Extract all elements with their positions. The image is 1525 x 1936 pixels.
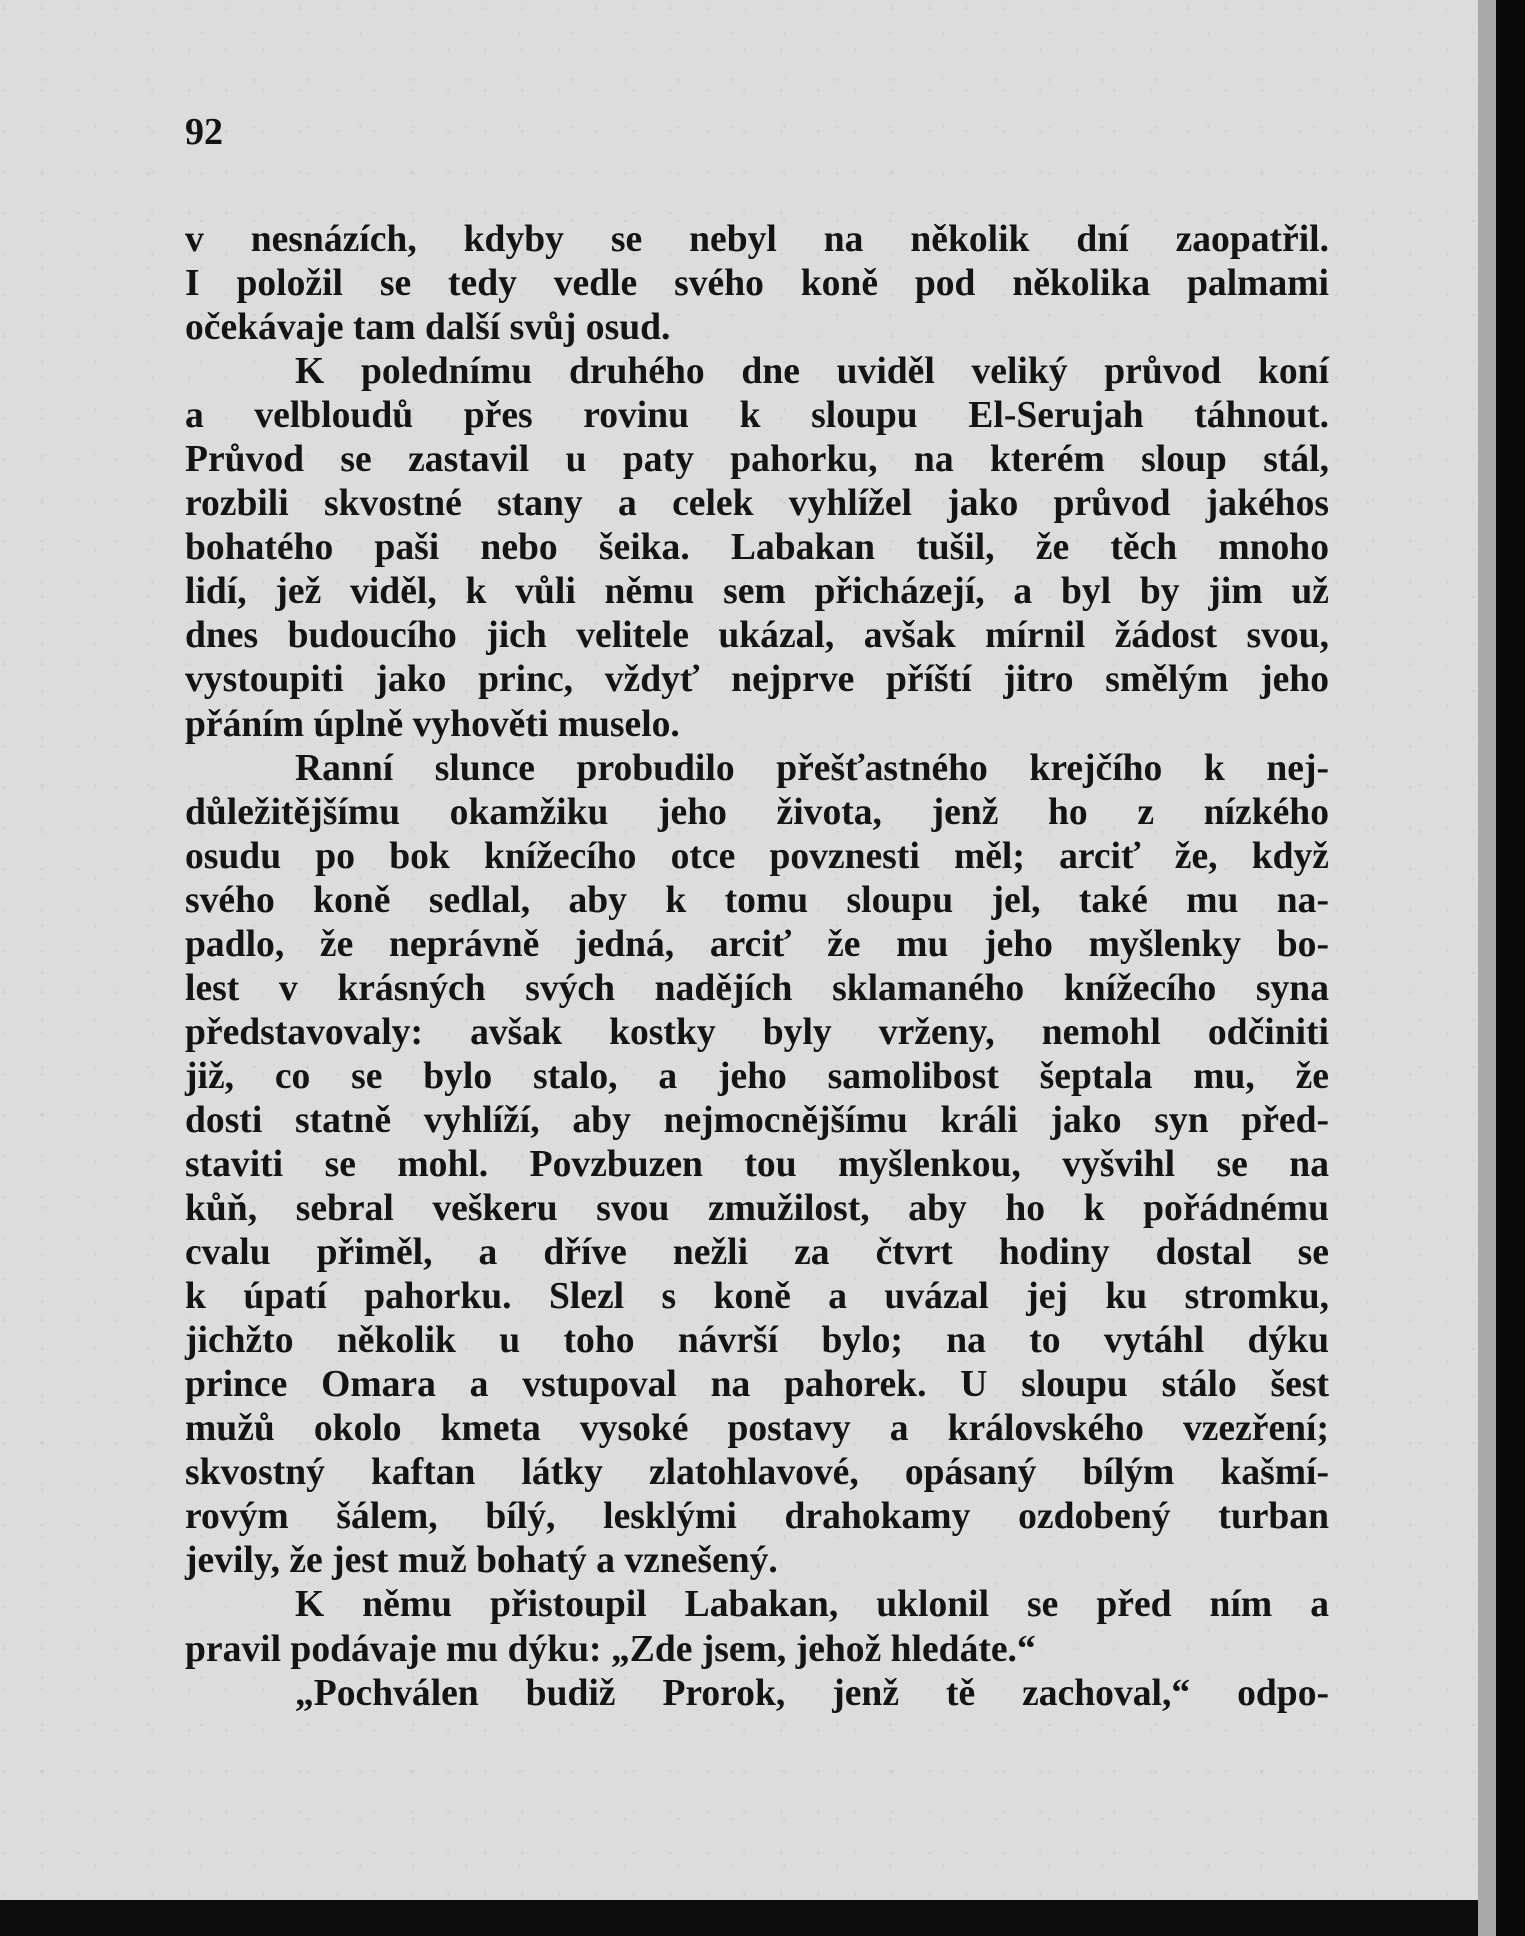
text-line: k úpatí pahorku. Slezl s koně a uvázal jej ku stromku, xyxy=(185,1276,1329,1318)
text-line: padlo, že neprávně jedná, arciť že mu jeho myšlenky bo- xyxy=(185,923,1329,965)
text-line: pravil podávaje mu dýku: „Zde jsem, jehož hledáte.“ xyxy=(185,1628,1036,1670)
text-line: „Pochválen budiž Prorok, jenž tě zachoval,“ odpo- xyxy=(295,1672,1329,1714)
text-line: skvostný kaftan látky zlatohlavové, opásaný bílým kašmí- xyxy=(185,1452,1329,1494)
text-line: očekávaje tam další svůj osud. xyxy=(185,307,671,349)
scan-border xyxy=(1496,0,1525,1936)
text-line: dnes budoucího jich velitele ukázal, avšak mírnil žádost svou, xyxy=(185,615,1329,657)
text-line: osudu po bok knížecího otce povznesti měl; arciť že, když xyxy=(185,835,1329,877)
text-line: lest v krásných svých nadějích sklamaného knížecího syna xyxy=(185,967,1329,1009)
text-line: K polednímu druhého dne uviděl veliký průvod koní xyxy=(295,351,1329,393)
text-line: staviti se mohl. Povzbuzen tou myšlenkou, vyšvihl se na xyxy=(185,1143,1329,1185)
text-line: důležitějšímu okamžiku jeho života, jenž ho z nízkého xyxy=(185,791,1329,833)
page-edge xyxy=(1478,0,1496,1936)
text-line: vystoupiti jako princ, vždyť nejprve příští jitro smělým jeho xyxy=(185,659,1329,701)
text-line: přáním úplně vyhověti muselo. xyxy=(185,703,680,745)
text-line: jichžto několik u toho návrší bylo; na to vytáhl dýku xyxy=(185,1320,1329,1362)
text-line: Ranní slunce probudilo přešťastného krejčího k nej- xyxy=(295,747,1329,789)
text-line: a velbloudů přes rovinu k sloupu El-Serujah táhnout. xyxy=(185,395,1329,437)
text-line: bohatého paši nebo šeika. Labakan tušil, že těch mnoho xyxy=(185,527,1329,569)
text-line: již, co se bylo stalo, a jeho samolibost šeptala mu, že xyxy=(185,1055,1329,1097)
text-line: K němu přistoupil Labakan, uklonil se před ním a xyxy=(295,1584,1329,1626)
text-line: prince Omara a vstupoval na pahorek. U sloupu stálo šest xyxy=(185,1364,1329,1406)
text-line: v nesnázích, kdyby se nebyl na několik dní zaopatřil. xyxy=(185,219,1329,260)
page-number: 92 xyxy=(185,111,223,153)
text-line: svého koně sedlal, aby k tomu sloupu jel, také mu na- xyxy=(185,879,1329,921)
text-line: rozbili skvostné stany a celek vyhlížel jako průvod jakéhos xyxy=(185,483,1329,525)
text-line: I položil se tedy vedle svého koně pod několika palmami xyxy=(185,263,1329,305)
text-line: dosti statně vyhlíží, aby nejmocnějšímu králi jako syn před- xyxy=(185,1099,1329,1141)
text-line: rovým šálem, bílý, lesklými drahokamy ozdobený turban xyxy=(185,1496,1329,1538)
text-line: lidí, jež viděl, k vůli němu sem přicházejí, a byl by jim už xyxy=(185,571,1329,613)
text-line: cvalu přiměl, a dříve nežli za čtvrt hodiny dostal se xyxy=(185,1232,1329,1274)
text-line: jevily, že jest muž bohatý a vznešený. xyxy=(185,1540,778,1582)
text-line: kůň, sebral veškeru svou zmužilost, aby ho k pořádnému xyxy=(185,1188,1329,1230)
text-line: Průvod se zastavil u paty pahorku, na kterém sloup stál, xyxy=(185,439,1329,481)
body-text xyxy=(185,218,1329,1716)
text-line: mužů okolo kmeta vysoké postavy a královského vzezření; xyxy=(185,1408,1329,1450)
text-line: představovaly: avšak kostky byly vrženy, nemohl odčiniti xyxy=(185,1011,1329,1053)
